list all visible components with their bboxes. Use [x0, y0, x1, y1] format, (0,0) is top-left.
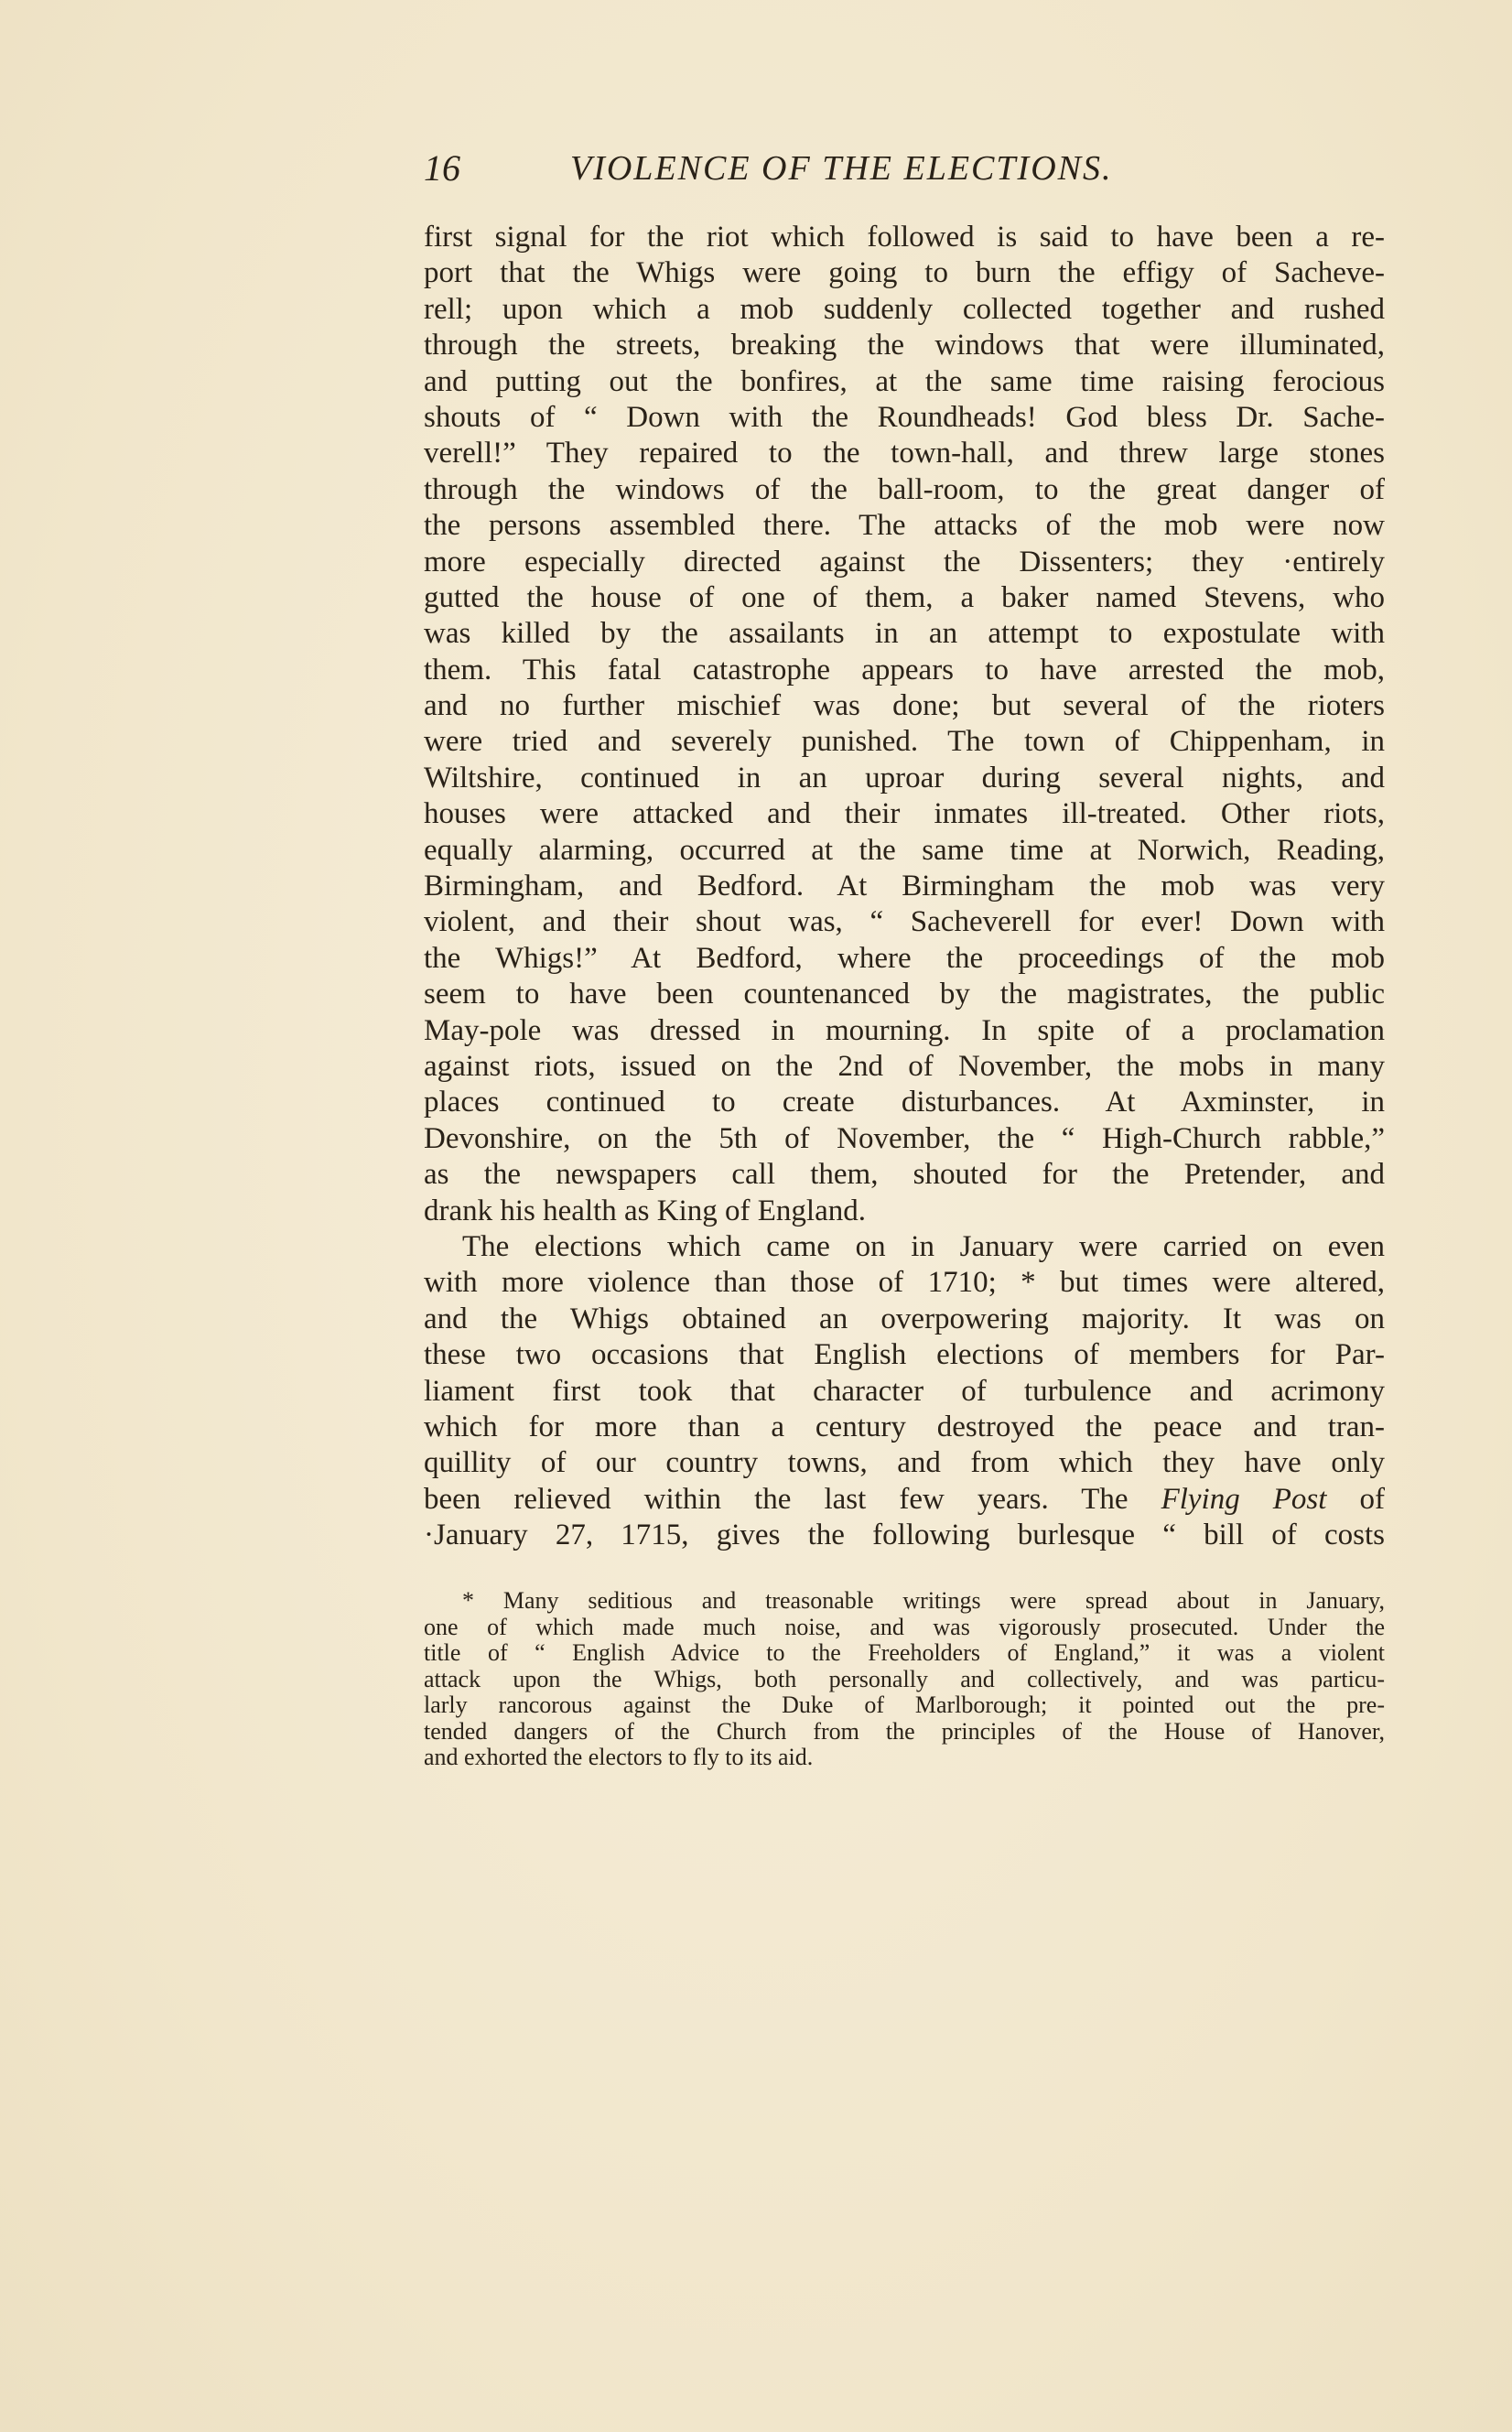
text-line: rell; upon which a mob suddenly collected together and rushed: [424, 292, 1385, 326]
page-number: 16: [424, 147, 460, 189]
text-line: Birmingham, and Bedford. At Birmingham the mob was very: [424, 870, 1385, 903]
text-line: was killed by the assailants in an attempt to expostulate with: [424, 617, 1385, 651]
text-line: equally alarming, occurred at the same time at Norwich, Reading,: [424, 833, 1385, 867]
text-line: gutted the house of one of them, a baker named Stevens, who: [424, 580, 1385, 614]
text-line: quillity of our country towns, and from which they have only: [424, 1446, 1385, 1480]
text-line: places continued to create disturbances. At Axminster, in: [424, 1086, 1385, 1119]
text-line: these two occasions that English elections of members for Par-: [424, 1338, 1385, 1372]
footnote-line: and exhorted the electors to fly to its aid.: [424, 1744, 814, 1770]
text-line: which for more than a century destroyed the peace and tran-: [424, 1410, 1385, 1443]
footnote-line: tended dangers of the Church from the principles of the House of Hanover,: [424, 1717, 1385, 1745]
text-line: as the newspapers call them, shouted for the Pretender, and: [424, 1158, 1385, 1192]
text-line: the persons assembled there. The attacks of the mob were now: [424, 509, 1385, 543]
text-line: and putting out the bonfires, at the same time raising ferocious: [424, 364, 1385, 398]
text-line: Devonshire, on the 5th of November, the “ High-Church rabble,”: [424, 1121, 1385, 1155]
text-line: through the windows of the ball-room, to the great danger of: [424, 472, 1385, 506]
text-line: seem to have been countenanced by the magistrates, the public: [424, 978, 1385, 1011]
running-head: VIOLENCE OF THE ELECTIONS.: [570, 149, 1113, 188]
text-line: were tried and severely punished. The town of Chippenham, in: [424, 725, 1385, 759]
text-line: against riots, issued on the 2nd of November, the mobs in many: [424, 1049, 1385, 1083]
text-line: houses were attacked and their inmates ill-treated. Other riots,: [424, 797, 1385, 831]
text-line: May-pole was dressed in mourning. In spite of a proclamation: [424, 1013, 1385, 1047]
text-line: with more violence than those of 1710; * but times were altered,: [424, 1266, 1385, 1300]
text-line: ·January 27, 1715, gives the following burlesque “ bill of costs: [424, 1519, 1385, 1552]
text-line: first signal for the riot which followed is said to have been a re-: [424, 221, 1385, 254]
footnote-line: larly rancorous against the Duke of Marlborough; it pointed out the pre-: [424, 1692, 1385, 1718]
text-line: verell!” They repaired to the town-hall, and threw large stones: [424, 437, 1385, 470]
text-line: them. This fatal catastrophe appears to have arrested the mob,: [424, 653, 1385, 686]
text-line: drank his health as King of England.: [424, 1194, 866, 1227]
page-header: [424, 146, 1247, 194]
text-line: the Whigs!” At Bedford, where the proceedings of the mob: [424, 941, 1385, 975]
text-segment: been relieved within the last few years. The: [424, 1482, 1129, 1516]
text-line-with-title: [424, 1482, 1385, 1518]
footnote: [424, 1588, 1385, 1771]
footnote-line: * Many seditious and treasonable writings were spread about in January,: [462, 1587, 1385, 1614]
text-line: more especially directed against the Dissenters; they ·entirely: [424, 545, 1385, 578]
footnote-line: one of which made much noise, and was vigorously prosecuted. Under the: [424, 1613, 1385, 1640]
body-text: [424, 220, 1385, 1553]
text-segment: of: [1359, 1482, 1386, 1516]
text-line: liament first took that character of turbulence and acrimony: [424, 1374, 1385, 1408]
text-line: port that the Whigs were going to burn the effigy of Sacheve-: [424, 256, 1385, 290]
text-line: shouts of “ Down with the Roundheads! God bless Dr. Sache-: [424, 400, 1385, 434]
text-line: violent, and their shout was, “ Sacheverell for ever! Down with: [424, 905, 1385, 939]
footnote-line: attack upon the Whigs, both personally and collectively, and was particu-: [424, 1665, 1385, 1692]
newspaper-title: Flying Post: [1161, 1482, 1327, 1516]
footnote-line: title of “ English Advice to the Freeholders of England,” it was a violent: [424, 1639, 1385, 1666]
text-line: and the Whigs obtained an overpowering majority. It was on: [424, 1302, 1385, 1335]
text-line: through the streets, breaking the windows that were illuminated,: [424, 329, 1385, 362]
text-line: and no further mischief was done; but several of the rioters: [424, 689, 1385, 723]
text-line: The elections which came on in January were carried on even: [462, 1229, 1385, 1263]
text-line: Wiltshire, continued in an uproar during several nights, and: [424, 761, 1385, 794]
